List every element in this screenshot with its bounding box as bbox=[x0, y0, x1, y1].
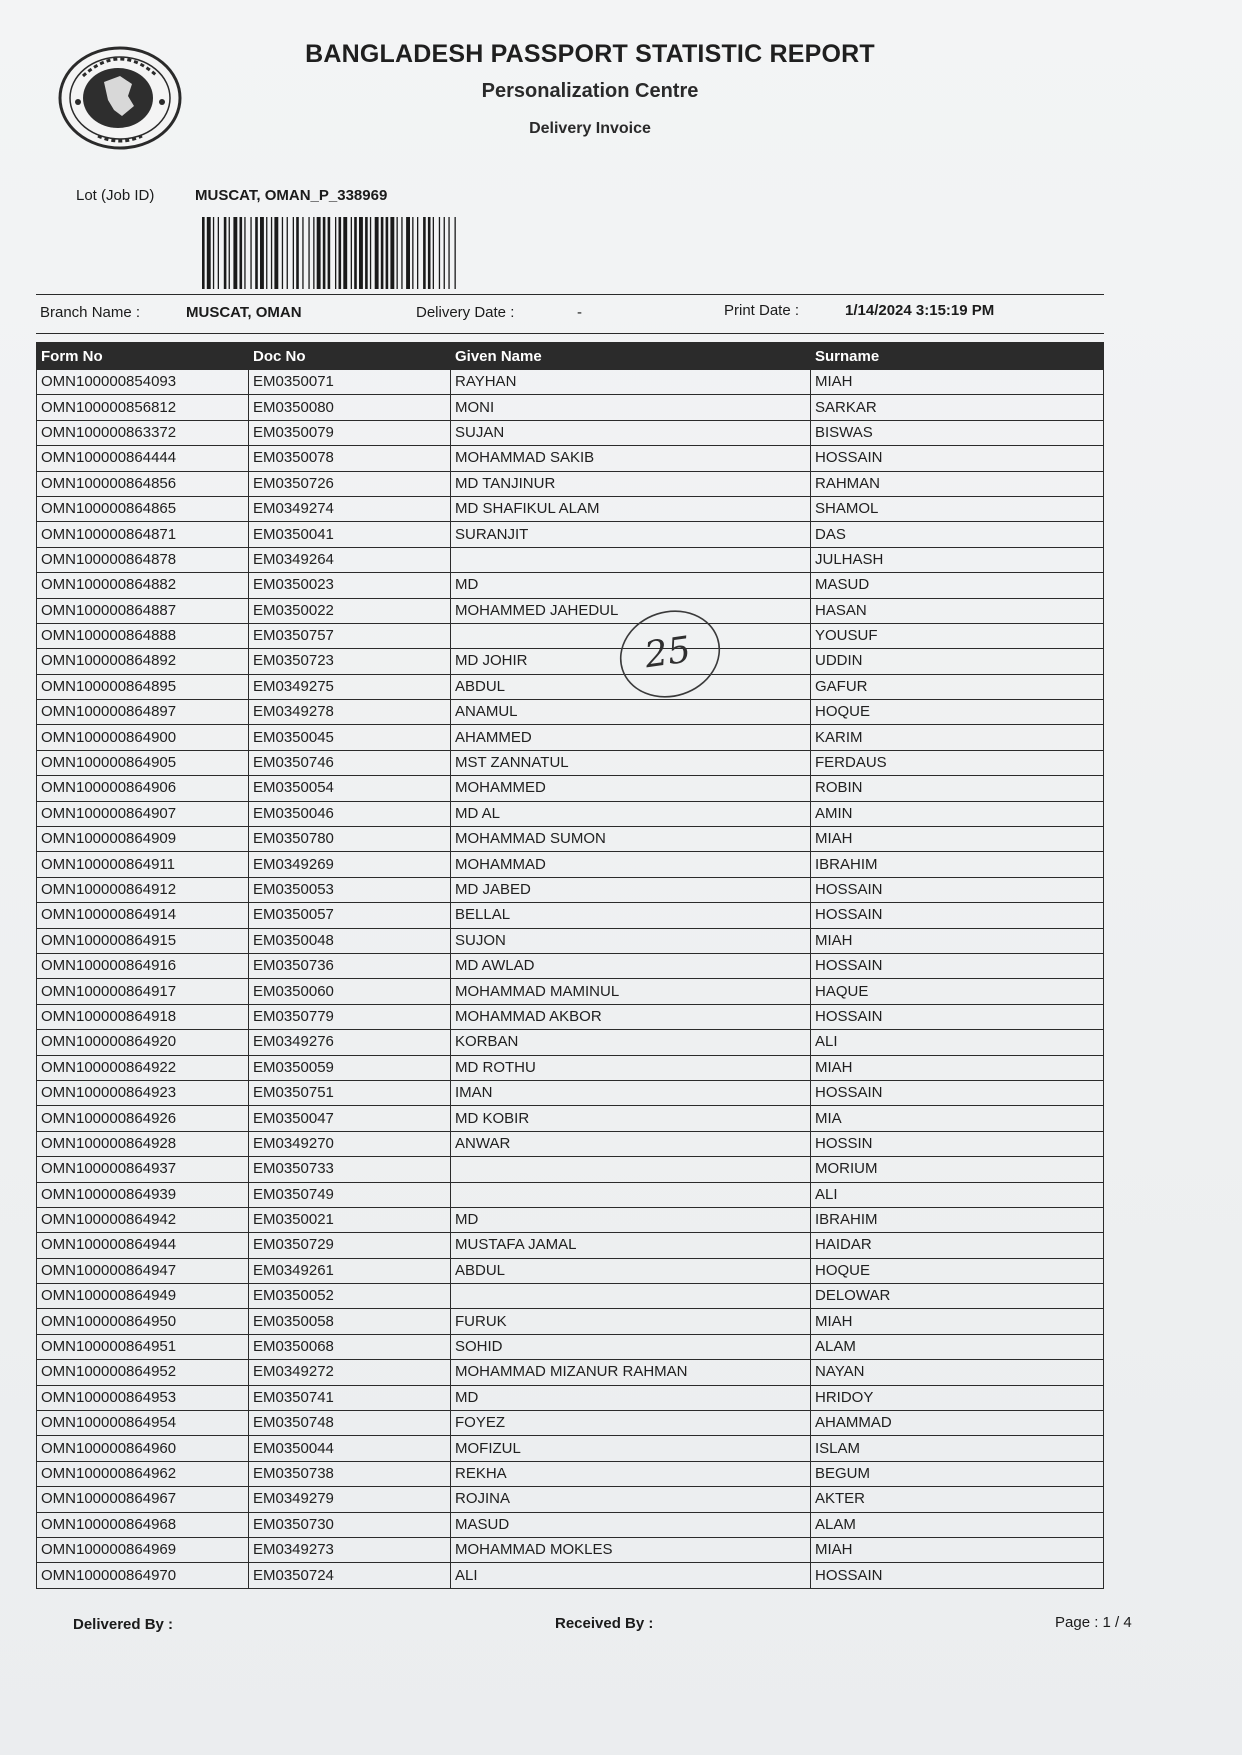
form-no-cell: OMN100000864888 bbox=[37, 623, 249, 648]
table-row bbox=[37, 674, 1104, 699]
table-row bbox=[37, 522, 1104, 547]
doc-no-cell: EM0350078 bbox=[249, 446, 451, 471]
given-name-cell: MOHAMMAD SAKIB bbox=[451, 446, 811, 471]
doc-no-cell: EM0350022 bbox=[249, 598, 451, 623]
table-row bbox=[37, 1309, 1104, 1334]
form-no-cell: OMN100000864878 bbox=[37, 547, 249, 572]
surname-cell: KARIM bbox=[811, 725, 1104, 750]
table-row bbox=[37, 1182, 1104, 1207]
given-name-cell: MD bbox=[451, 1207, 811, 1232]
report-title: BANGLADESH PASSPORT STATISTIC REPORT bbox=[305, 40, 875, 68]
table-row bbox=[37, 1385, 1104, 1410]
doc-no-cell: EM0349273 bbox=[249, 1537, 451, 1562]
form-no-cell: OMN100000864923 bbox=[37, 1080, 249, 1105]
form-no-cell: OMN100000864895 bbox=[37, 674, 249, 699]
given-name-cell: MASUD bbox=[451, 1512, 811, 1537]
surname-cell: HOSSAIN bbox=[811, 953, 1104, 978]
lot-label: Lot (Job ID) bbox=[76, 187, 155, 204]
given-name-cell: ROJINA bbox=[451, 1487, 811, 1512]
given-name-cell: IMAN bbox=[451, 1080, 811, 1105]
given-name-cell: MUSTAFA JAMAL bbox=[451, 1233, 811, 1258]
doc-no-cell: EM0350726 bbox=[249, 471, 451, 496]
doc-no-cell: EM0350079 bbox=[249, 420, 451, 445]
given-name-cell: MD SHAFIKUL ALAM bbox=[451, 496, 811, 521]
given-name-cell: MD JABED bbox=[451, 877, 811, 902]
given-name-cell: MOFIZUL bbox=[451, 1436, 811, 1461]
government-seal-icon bbox=[58, 46, 182, 150]
doc-no-cell: EM0350053 bbox=[249, 877, 451, 902]
form-no-cell: OMN100000864939 bbox=[37, 1182, 249, 1207]
table-row bbox=[37, 1461, 1104, 1486]
form-no-cell: OMN100000864920 bbox=[37, 1030, 249, 1055]
given-name-cell bbox=[451, 1182, 811, 1207]
given-name-cell: MOHAMMAD MOKLES bbox=[451, 1537, 811, 1562]
doc-no-cell: EM0349274 bbox=[249, 496, 451, 521]
doc-no-cell: EM0350054 bbox=[249, 776, 451, 801]
doc-no-cell: EM0349276 bbox=[249, 1030, 451, 1055]
table-row bbox=[37, 420, 1104, 445]
surname-cell: HOQUE bbox=[811, 700, 1104, 725]
given-name-cell: SUJON bbox=[451, 928, 811, 953]
given-name-cell: MST ZANNATUL bbox=[451, 750, 811, 775]
form-no-cell: OMN100000864951 bbox=[37, 1334, 249, 1359]
table-row bbox=[37, 776, 1104, 801]
given-name-cell: FURUK bbox=[451, 1309, 811, 1334]
doc-no-cell: EM0350047 bbox=[249, 1106, 451, 1131]
surname-cell: AMIN bbox=[811, 801, 1104, 826]
table-row bbox=[37, 852, 1104, 877]
surname-cell: NAYAN bbox=[811, 1360, 1104, 1385]
surname-cell: ALI bbox=[811, 1182, 1104, 1207]
surname-cell: GAFUR bbox=[811, 674, 1104, 699]
surname-cell: MIAH bbox=[811, 1309, 1104, 1334]
given-name-cell: AHAMMED bbox=[451, 725, 811, 750]
table-row bbox=[37, 446, 1104, 471]
table-row bbox=[37, 1411, 1104, 1436]
doc-no-cell: EM0350724 bbox=[249, 1563, 451, 1588]
given-name-cell bbox=[451, 547, 811, 572]
surname-cell: MIA bbox=[811, 1106, 1104, 1131]
form-no-cell: OMN100000854093 bbox=[37, 370, 249, 395]
column-header-doc-no: Doc No bbox=[249, 343, 451, 370]
given-name-cell: MOHAMMAD bbox=[451, 852, 811, 877]
surname-cell: AKTER bbox=[811, 1487, 1104, 1512]
surname-cell: YOUSUF bbox=[811, 623, 1104, 648]
surname-cell: HOSSAIN bbox=[811, 1004, 1104, 1029]
form-no-cell: OMN100000864922 bbox=[37, 1055, 249, 1080]
surname-cell: MIAH bbox=[811, 1537, 1104, 1562]
table-row bbox=[37, 1080, 1104, 1105]
table-row bbox=[37, 877, 1104, 902]
form-no-cell: OMN100000864914 bbox=[37, 903, 249, 928]
doc-no-cell: EM0350741 bbox=[249, 1385, 451, 1410]
given-name-cell: MOHAMMAD AKBOR bbox=[451, 1004, 811, 1029]
doc-no-cell: EM0350723 bbox=[249, 649, 451, 674]
doc-no-cell: EM0350059 bbox=[249, 1055, 451, 1080]
doc-no-cell: EM0350048 bbox=[249, 928, 451, 953]
table-row bbox=[37, 395, 1104, 420]
delivery-date-label: Delivery Date : bbox=[416, 304, 515, 321]
table-row bbox=[37, 700, 1104, 725]
delivery-table bbox=[36, 342, 1104, 1589]
form-no-cell: OMN100000864900 bbox=[37, 725, 249, 750]
form-no-cell: OMN100000864926 bbox=[37, 1106, 249, 1131]
form-no-cell: OMN100000864907 bbox=[37, 801, 249, 826]
form-no-cell: OMN100000864968 bbox=[37, 1512, 249, 1537]
doc-no-cell: EM0350071 bbox=[249, 370, 451, 395]
surname-cell: HOSSAIN bbox=[811, 1563, 1104, 1588]
doc-no-cell: EM0349261 bbox=[249, 1258, 451, 1283]
doc-no-cell: EM0350044 bbox=[249, 1436, 451, 1461]
surname-cell: SHAMOL bbox=[811, 496, 1104, 521]
doc-no-cell: EM0350736 bbox=[249, 953, 451, 978]
surname-cell: HASAN bbox=[811, 598, 1104, 623]
given-name-cell: MD JOHIR bbox=[451, 649, 811, 674]
given-name-cell: ALI bbox=[451, 1563, 811, 1588]
table-row bbox=[37, 573, 1104, 598]
form-no-cell: OMN100000864967 bbox=[37, 1487, 249, 1512]
table-row bbox=[37, 928, 1104, 953]
surname-cell: HOSSAIN bbox=[811, 1080, 1104, 1105]
given-name-cell: ABDUL bbox=[451, 1258, 811, 1283]
doc-no-cell: EM0350738 bbox=[249, 1461, 451, 1486]
surname-cell: JULHASH bbox=[811, 547, 1104, 572]
given-name-cell: MOHAMMAD MAMINUL bbox=[451, 979, 811, 1004]
table-row bbox=[37, 1233, 1104, 1258]
doc-no-cell: EM0350080 bbox=[249, 395, 451, 420]
table-row bbox=[37, 1563, 1104, 1588]
given-name-cell: MOHAMMAD SUMON bbox=[451, 827, 811, 852]
doc-no-cell: EM0350748 bbox=[249, 1411, 451, 1436]
doc-no-cell: EM0350733 bbox=[249, 1157, 451, 1182]
given-name-cell: MOHAMMAD MIZANUR RAHMAN bbox=[451, 1360, 811, 1385]
surname-cell: BISWAS bbox=[811, 420, 1104, 445]
table-row bbox=[37, 1157, 1104, 1182]
given-name-cell: SOHID bbox=[451, 1334, 811, 1359]
barcode-icon bbox=[202, 217, 564, 289]
given-name-cell: ANAMUL bbox=[451, 700, 811, 725]
print-date-label: Print Date : bbox=[724, 302, 800, 319]
surname-cell: AHAMMAD bbox=[811, 1411, 1104, 1436]
given-name-cell: MD AWLAD bbox=[451, 953, 811, 978]
table-row bbox=[37, 1360, 1104, 1385]
doc-no-cell: EM0349279 bbox=[249, 1487, 451, 1512]
doc-no-cell: EM0350780 bbox=[249, 827, 451, 852]
form-no-cell: OMN100000856812 bbox=[37, 395, 249, 420]
table-row bbox=[37, 827, 1104, 852]
surname-cell: HOSSIN bbox=[811, 1131, 1104, 1156]
table-row bbox=[37, 750, 1104, 775]
form-no-cell: OMN100000864887 bbox=[37, 598, 249, 623]
surname-cell: IBRAHIM bbox=[811, 1207, 1104, 1232]
table-row bbox=[37, 598, 1104, 623]
given-name-cell: MOHAMMED JAHEDUL bbox=[451, 598, 811, 623]
surname-cell: HAQUE bbox=[811, 979, 1104, 1004]
doc-no-cell: EM0350757 bbox=[249, 623, 451, 648]
form-no-cell: OMN100000864949 bbox=[37, 1284, 249, 1309]
surname-cell: ROBIN bbox=[811, 776, 1104, 801]
table-row bbox=[37, 623, 1104, 648]
print-date-value: 1/14/2024 3:15:19 PM bbox=[845, 302, 995, 319]
table-row bbox=[37, 471, 1104, 496]
table-row bbox=[37, 1487, 1104, 1512]
form-no-cell: OMN100000864942 bbox=[37, 1207, 249, 1232]
given-name-cell: ANWAR bbox=[451, 1131, 811, 1156]
doc-no-cell: EM0350729 bbox=[249, 1233, 451, 1258]
table-row bbox=[37, 979, 1104, 1004]
given-name-cell: MOHAMMED bbox=[451, 776, 811, 801]
form-no-cell: OMN100000864882 bbox=[37, 573, 249, 598]
doc-no-cell: EM0350060 bbox=[249, 979, 451, 1004]
lot-value: MUSCAT, OMAN_P_338969 bbox=[195, 187, 388, 204]
form-no-cell: OMN100000864954 bbox=[37, 1411, 249, 1436]
table-row bbox=[37, 1030, 1104, 1055]
meta-divider bbox=[36, 333, 1104, 334]
doc-no-cell: EM0349278 bbox=[249, 700, 451, 725]
surname-cell: FERDAUS bbox=[811, 750, 1104, 775]
document-type: Delivery Invoice bbox=[529, 120, 651, 137]
handwritten-count-annotation bbox=[615, 606, 725, 702]
doc-no-cell: EM0350052 bbox=[249, 1284, 451, 1309]
surname-cell: DAS bbox=[811, 522, 1104, 547]
page-number: Page : 1 / 4 bbox=[1055, 1614, 1132, 1631]
surname-cell: SARKAR bbox=[811, 395, 1104, 420]
given-name-cell: MONI bbox=[451, 395, 811, 420]
given-name-cell: MD KOBIR bbox=[451, 1106, 811, 1131]
table-header-row bbox=[37, 343, 1104, 370]
doc-no-cell: EM0350068 bbox=[249, 1334, 451, 1359]
given-name-cell: REKHA bbox=[451, 1461, 811, 1486]
form-no-cell: OMN100000864970 bbox=[37, 1563, 249, 1588]
header-divider bbox=[36, 294, 1104, 295]
surname-cell: HRIDOY bbox=[811, 1385, 1104, 1410]
doc-no-cell: EM0349264 bbox=[249, 547, 451, 572]
form-no-cell: OMN100000864906 bbox=[37, 776, 249, 801]
form-no-cell: OMN100000864952 bbox=[37, 1360, 249, 1385]
given-name-cell: MD bbox=[451, 573, 811, 598]
given-name-cell: BELLAL bbox=[451, 903, 811, 928]
doc-no-cell: EM0350023 bbox=[249, 573, 451, 598]
given-name-cell: ABDUL bbox=[451, 674, 811, 699]
surname-cell: UDDIN bbox=[811, 649, 1104, 674]
surname-cell: DELOWAR bbox=[811, 1284, 1104, 1309]
form-no-cell: OMN100000864944 bbox=[37, 1233, 249, 1258]
doc-no-cell: EM0350057 bbox=[249, 903, 451, 928]
given-name-cell bbox=[451, 1157, 811, 1182]
surname-cell: RAHMAN bbox=[811, 471, 1104, 496]
surname-cell: MIAH bbox=[811, 370, 1104, 395]
doc-no-cell: EM0349270 bbox=[249, 1131, 451, 1156]
form-no-cell: OMN100000864912 bbox=[37, 877, 249, 902]
surname-cell: MORIUM bbox=[811, 1157, 1104, 1182]
column-header-form-no: Form No bbox=[37, 343, 249, 370]
form-no-cell: OMN100000864928 bbox=[37, 1131, 249, 1156]
table-body bbox=[37, 370, 1104, 1589]
form-no-cell: OMN100000864960 bbox=[37, 1436, 249, 1461]
surname-cell: ALI bbox=[811, 1030, 1104, 1055]
surname-cell: MIAH bbox=[811, 928, 1104, 953]
table-row bbox=[37, 1106, 1104, 1131]
table-row bbox=[37, 1055, 1104, 1080]
table-row bbox=[37, 1004, 1104, 1029]
surname-cell: HAIDAR bbox=[811, 1233, 1104, 1258]
surname-cell: ISLAM bbox=[811, 1436, 1104, 1461]
doc-no-cell: EM0350730 bbox=[249, 1512, 451, 1537]
surname-cell: MASUD bbox=[811, 573, 1104, 598]
form-no-cell: OMN100000863372 bbox=[37, 420, 249, 445]
doc-no-cell: EM0349275 bbox=[249, 674, 451, 699]
delivered-by-label: Delivered By : bbox=[73, 1616, 174, 1633]
doc-no-cell: EM0350779 bbox=[249, 1004, 451, 1029]
surname-cell: BEGUM bbox=[811, 1461, 1104, 1486]
form-no-cell: OMN100000864909 bbox=[37, 827, 249, 852]
form-no-cell: OMN100000864905 bbox=[37, 750, 249, 775]
doc-no-cell: EM0350749 bbox=[249, 1182, 451, 1207]
form-no-cell: OMN100000864969 bbox=[37, 1537, 249, 1562]
given-name-cell: MD ROTHU bbox=[451, 1055, 811, 1080]
surname-cell: IBRAHIM bbox=[811, 852, 1104, 877]
form-no-cell: OMN100000864871 bbox=[37, 522, 249, 547]
table-row bbox=[37, 1131, 1104, 1156]
given-name-cell: MD TANJINUR bbox=[451, 471, 811, 496]
doc-no-cell: EM0350041 bbox=[249, 522, 451, 547]
table-row bbox=[37, 801, 1104, 826]
doc-no-cell: EM0350746 bbox=[249, 750, 451, 775]
table-row bbox=[37, 953, 1104, 978]
doc-no-cell: EM0350046 bbox=[249, 801, 451, 826]
given-name-cell: KORBAN bbox=[451, 1030, 811, 1055]
surname-cell: HOSSAIN bbox=[811, 446, 1104, 471]
form-no-cell: OMN100000864950 bbox=[37, 1309, 249, 1334]
surname-cell: MIAH bbox=[811, 1055, 1104, 1080]
received-by-label: Received By : bbox=[555, 1615, 654, 1632]
table-row bbox=[37, 649, 1104, 674]
form-no-cell: OMN100000864865 bbox=[37, 496, 249, 521]
given-name-cell bbox=[451, 1284, 811, 1309]
given-name-cell: SURANJIT bbox=[451, 522, 811, 547]
form-no-cell: OMN100000864917 bbox=[37, 979, 249, 1004]
column-header-given-name: Given Name bbox=[451, 343, 811, 370]
branch-label: Branch Name : bbox=[40, 304, 141, 321]
given-name-cell: MD AL bbox=[451, 801, 811, 826]
delivery-date-value: - bbox=[577, 304, 582, 321]
table-row bbox=[37, 1334, 1104, 1359]
table-row bbox=[37, 496, 1104, 521]
table-row bbox=[37, 903, 1104, 928]
doc-no-cell: EM0349269 bbox=[249, 852, 451, 877]
table-row bbox=[37, 725, 1104, 750]
handwritten-count-text: 25 bbox=[642, 629, 694, 677]
given-name-cell: RAYHAN bbox=[451, 370, 811, 395]
report-subtitle: Personalization Centre bbox=[481, 80, 699, 102]
given-name-cell: MD bbox=[451, 1385, 811, 1410]
doc-no-cell: EM0350058 bbox=[249, 1309, 451, 1334]
surname-cell: ALAM bbox=[811, 1512, 1104, 1537]
doc-no-cell: EM0350751 bbox=[249, 1080, 451, 1105]
form-no-cell: OMN100000864962 bbox=[37, 1461, 249, 1486]
surname-cell: HOQUE bbox=[811, 1258, 1104, 1283]
form-no-cell: OMN100000864937 bbox=[37, 1157, 249, 1182]
doc-no-cell: EM0350021 bbox=[249, 1207, 451, 1232]
form-no-cell: OMN100000864911 bbox=[37, 852, 249, 877]
doc-no-cell: EM0349272 bbox=[249, 1360, 451, 1385]
surname-cell: MIAH bbox=[811, 827, 1104, 852]
form-no-cell: OMN100000864915 bbox=[37, 928, 249, 953]
surname-cell: ALAM bbox=[811, 1334, 1104, 1359]
table-row bbox=[37, 1512, 1104, 1537]
form-no-cell: OMN100000864897 bbox=[37, 700, 249, 725]
form-no-cell: OMN100000864892 bbox=[37, 649, 249, 674]
form-no-cell: OMN100000864953 bbox=[37, 1385, 249, 1410]
column-header-surname: Surname bbox=[811, 343, 1104, 370]
table-row bbox=[37, 370, 1104, 395]
table-row bbox=[37, 1207, 1104, 1232]
branch-value: MUSCAT, OMAN bbox=[186, 304, 302, 321]
table-row bbox=[37, 547, 1104, 572]
form-no-cell: OMN100000864918 bbox=[37, 1004, 249, 1029]
surname-cell: HOSSAIN bbox=[811, 903, 1104, 928]
form-no-cell: OMN100000864916 bbox=[37, 953, 249, 978]
surname-cell: HOSSAIN bbox=[811, 877, 1104, 902]
doc-no-cell: EM0350045 bbox=[249, 725, 451, 750]
form-no-cell: OMN100000864444 bbox=[37, 446, 249, 471]
form-no-cell: OMN100000864947 bbox=[37, 1258, 249, 1283]
table-row bbox=[37, 1258, 1104, 1283]
form-no-cell: OMN100000864856 bbox=[37, 471, 249, 496]
table-row bbox=[37, 1284, 1104, 1309]
table-row bbox=[37, 1537, 1104, 1562]
given-name-cell: SUJAN bbox=[451, 420, 811, 445]
given-name-cell: FOYEZ bbox=[451, 1411, 811, 1436]
table-row bbox=[37, 1436, 1104, 1461]
